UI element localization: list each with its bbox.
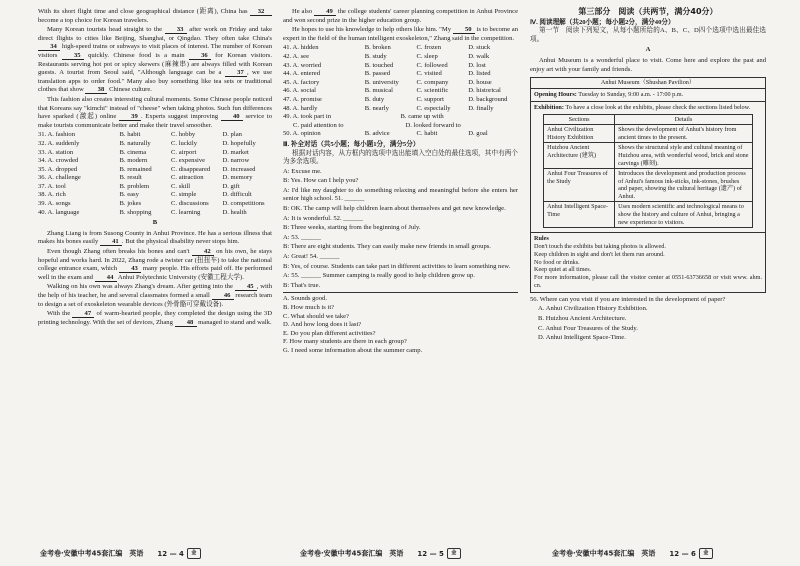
cloze-options-41-50 <box>283 44 518 139</box>
option-row-47: 47. A. promise B. duty C. support D. background <box>283 95 508 103</box>
table-row <box>544 202 753 228</box>
brand-logo-icon: 金 <box>447 548 461 559</box>
rules-title: Rules <box>534 235 549 243</box>
passage-b-para-6: He hopes to use his knowledge to help others like him. "My 50 is to become an expert in the field of the human intelligent exoskeleton," Zhang said in the competition. <box>283 26 518 42</box>
option-row-43: 43. A. worried B. touched C. followed D. lost <box>283 61 486 69</box>
option-row-32: 32. A. suddenly B. naturally C. luckily D. hopefully <box>38 139 256 147</box>
dialogue-line: B: Yes, of course. Students can take part in different activities to learn something new. <box>283 262 511 270</box>
choice-item: D. And how long does it last? <box>283 321 362 329</box>
blank-34: 34 <box>38 43 60 51</box>
page-number: 12 — 6 <box>669 549 696 558</box>
section-iv-heading: Ⅳ. 阅读理解（共20小题；每小题2分，满分40分） <box>530 18 675 26</box>
section-cell: Huizhou Ancient Architecture (建筑) <box>544 143 615 169</box>
dialogue-line: A: Excuse me. <box>283 167 322 175</box>
q56-option-d: D. Anhui Intelligent Space-Time. <box>538 334 626 342</box>
blank-37: 37 <box>225 69 247 77</box>
choice-item: G. I need some information about the summer camp. <box>283 346 423 354</box>
dialogue-line: A: It is wonderful. 52. ______ <box>283 214 364 222</box>
option-row-48: 48. A. hardly B. nearly C. especially D. finally <box>283 104 494 112</box>
passage-a-heading: A <box>645 46 651 54</box>
table-header: Details <box>615 114 753 125</box>
blank-50: 50 <box>453 26 475 34</box>
detail-cell: Uses modern scientific and technological means to show the history and culture of Anhui, bringing a new experience to visitors. <box>615 202 753 228</box>
museum-name: Anhui Museum（Shushan Pavilion） <box>531 78 765 89</box>
passage-a-para-1: With its short flight time and close geographical distance (距离), China has 32 become a top choice for Korean travelers. <box>38 8 272 25</box>
section-cell: Anhui Four Treasures of the Study <box>544 169 615 202</box>
rule-item: Keep children in sight and don't let them run around. <box>534 250 665 258</box>
choice-item: B. How much is it? <box>283 304 335 311</box>
footer-page-5: 金考卷·安徽中考45套汇编 英语 12 — 5 金 <box>300 548 461 559</box>
blank-43: 43 <box>119 265 141 273</box>
section-iv-instructions: 第一节 阅读下列短文，从每小题所给的A、B、C、D四个选项中选出最佳选项。 <box>530 27 766 43</box>
dialogue-line: A: 53. ______ <box>283 233 321 241</box>
blank-38: 38 <box>85 86 107 94</box>
passage-b-para-1: Zhang Liang is from Susong County in Anhui Province. He has a serious illness that makes his bones easily 41 . But the physical disability never stops him. <box>38 229 272 246</box>
option-row-41: 41. A. hidden B. broken C. frozen D. stuck <box>283 44 491 52</box>
blank-40: 40 <box>221 113 243 121</box>
part-three-title: 第三部分 阅读（共两节，满分40分） <box>578 7 718 16</box>
section-cell: Anhui Intelligent Space-Time <box>544 202 615 228</box>
blank-49: 49 <box>314 8 336 16</box>
table-row <box>544 125 753 143</box>
option-row-49b: C. paid attention to D. looked forward to <box>293 121 461 129</box>
page-number: 12 — 5 <box>417 549 444 558</box>
option-row-38: 38. A. rich B. easy C. simple D. difficult <box>38 191 252 199</box>
blank-42: 42 <box>192 248 214 256</box>
blank-45: 45 <box>235 283 257 291</box>
section-iii-instructions: 根据对话内容，从方框内的选项中选出能填入空白处的最佳选项，其中有两个为多余选项。 <box>283 149 518 166</box>
museum-intro: Anhui Museum is a wonderful place to visit. Come here and explore the past and enjoy art with your family and friends. <box>530 56 766 73</box>
dialogue-line: B: That's true. <box>283 281 321 289</box>
dialogue-line: B: There are eight students. They can easily make new friends in small groups. <box>283 243 491 251</box>
blank-36: 36 <box>189 52 211 60</box>
blank-39: 39 <box>119 113 141 121</box>
option-row-40: 40. A. language B. shopping C. learning D. health <box>38 208 247 216</box>
exhibition-table <box>543 114 753 229</box>
museum-info-box <box>530 77 766 293</box>
blank-32: 32 <box>250 8 272 16</box>
passage-a-para-3: This fashion also creates interesting cultural moments. Some Chinese people noticed that Koreans say "kimchi" instead of "cheese" when taking photos. Such fun differences have sparked (激起) online 39 . Experts suggest improving 40 service to make tourists communicate better and make their travel smoother. <box>38 95 272 129</box>
table-header: Sections <box>544 114 615 125</box>
rule-item: For more information, please call the visitor center at 0551-63736658 or visit www. ahm. cn. <box>534 274 762 290</box>
dialogue <box>283 168 518 291</box>
blank-35: 35 <box>62 52 84 60</box>
page-column-6 <box>530 8 766 344</box>
option-row-37: 37. A. tool B. problem C. skill D. gift <box>38 182 240 190</box>
blank-33: 33 <box>165 26 187 34</box>
blank-46: 46 <box>212 292 234 300</box>
passage-a-para-2: Many Korean tourists head straight to the 33 after work on Friday and take direct flights to cities like Beijing, Shanghai, or Qingdao. They often take China's 34 high-speed trains or subways to visit places of interest. The number of Korean visitors 35 quickly. Chinese food is a main 36 for Korean visitors. Restaurants serving hot pot or spicy skewers (麻辣串) are always filled with Korean guests. A tourist from Seoul said, "Although language can be a 37 , we use translation apps to order food." Many also buy something like tea sets or traditional clothes that show 38 Chinese culture. <box>38 26 272 94</box>
museum-rules <box>531 232 765 292</box>
q56-option-c: C. Anhui Four Treasures of the Study. <box>538 324 638 332</box>
detail-cell: Introduces the development and production process of Anhui's famous ink-sticks, ink-stones, brushes and paper, showing the cultural heritage (遗产) of Anhui. <box>615 169 753 202</box>
footer-page-6: 金考卷·安徽中考45套汇编 英语 12 — 6 金 <box>552 548 713 559</box>
section-b-heading: B <box>152 219 158 227</box>
option-row-46: 46. A. social B. musical C. scientific D. historical <box>283 87 501 95</box>
page-column-5 <box>283 8 518 356</box>
option-row-34: 34. A. crowded B. modern C. expensive D. narrow <box>38 157 250 165</box>
choice-item: A. Sounds good. <box>283 295 327 303</box>
q56-option-b: B. Huizhou Ancient Architecture. <box>538 315 627 323</box>
cloze-options-31-40 <box>38 131 272 217</box>
page-column-4 <box>38 8 272 328</box>
rule-item: No food or drinks. <box>534 258 580 266</box>
passage-b-para-4: With the 47 of warm-hearted people, they completed the design using the 3D printing technology. With the set of devices, Zhang 48 managed to stand and walk. <box>38 310 272 326</box>
opening-hours: Opening Hours: Tuesday to Sunday, 9:00 a.m. - 17:00 p.m. <box>531 89 765 102</box>
option-row-49: 49. A. took part in B. came up with <box>283 113 444 121</box>
option-row-35: 35. A. dropped B. remained C. disappeared D. increased <box>38 165 256 173</box>
option-row-33: 33. A. station B. cinema C. airport D. market <box>38 148 249 156</box>
rule-item: Keep quiet at all times. <box>534 266 592 274</box>
section-cell: Anhui Civilization History Exhibition <box>544 125 615 143</box>
question-56: 56. Where can you visit if you are interested in the development of paper? <box>530 295 726 303</box>
option-row-44: 44. A. entered B. passed C. visited D. listed <box>283 70 491 78</box>
option-row-42: 42. A. see B. study C. sleep D. walk <box>283 52 490 60</box>
option-row-31: 31. A. fashion B. habit C. hobby D. plan <box>38 131 242 139</box>
choice-item: E. Do you plan different activities? <box>283 329 376 337</box>
table-row <box>544 143 753 169</box>
table-row <box>544 169 753 202</box>
page-number: 12 — 4 <box>157 549 184 558</box>
dialogue-line: B: Yes. How can I help you? <box>283 177 359 185</box>
blank-47: 47 <box>72 310 94 318</box>
option-row-45: 45. A. factory B. university C. company D. house <box>283 78 492 86</box>
passage-b-para-2: Even though Zhang often breaks his bones and can't 42 on his own, he stays hopeful and works hard. In 2022, Zhang rode a twister car (扭扭车) to take the national college entrance exam, which 43 many people. His efforts paid off. He performed well in the exam and 44 Anhui Polytechnic University (安徽工程大学). <box>38 248 272 281</box>
dialogue-line: B: OK. The camp will help children learn about themselves and get new knowledge. <box>283 205 506 213</box>
option-row-36: 36. A. challenge B. result C. attraction D. memory <box>38 174 253 182</box>
dialogue-line: A: I'd like my daughter to do something relaxing and meaningful before she enters her senior high school. 51. ______ <box>283 186 518 203</box>
choice-item: C. What should we take? <box>283 312 349 320</box>
blank-44: 44 <box>95 274 117 282</box>
choice-item: F. How many students are there in each group? <box>283 338 407 346</box>
section-iii-heading: Ⅲ. 补全对话（共5小题；每小题1分，满分5分） <box>283 140 420 148</box>
option-row-50: 50. A. opinion B. advice C. habit D. goal <box>283 130 488 138</box>
dialogue-line: A: 55. ______ Summer camping is really good to help children grow up. <box>283 272 475 280</box>
exhibition-info: Exhibition: To have a close look at the exhibits, please check the sections listed below. Sections Details Anhui Civilization History Exhibition Shows the development of Anhui's history from ancient times to the present. Huizhou Ancient Architecture (建筑) Shows the structural style and cultural meaning of Huizhou area, with wonderful wood, brick and stone carvings (雕刻). Anhui Four Treasures of the Study Introduces the development and production process of Anhui's famous ink-sticks, ink-stones, brushes and paper, showing the cultural heritage (遗产) of Anhui. Anhui Intelligent Space-Time Uses modern scientific and technological means to show the history and culture of Anhui, bringing a new experience to visitors. <box>531 102 765 233</box>
footer-page-4: 金考卷·安徽中考45套汇编 英语 12 — 4 金 <box>40 548 201 559</box>
detail-cell: Shows the structural style and cultural meaning of Huizhou area, with wonderful wood, brick and stone carvings (雕刻). <box>615 143 753 169</box>
option-row-39: 39. A. songs B. jokes C. discussions D. competitions <box>38 200 265 208</box>
dialogue-choices <box>283 292 518 355</box>
passage-b-para-3: Walking on his own was always Zhang's dream. After getting into the 45 , with the help of his teacher, he and several classmates formed a small 46 research team to design a set of exoskeleton wearable devices (外骨骼可穿戴设备). <box>38 283 273 308</box>
brand-logo-icon: 金 <box>187 548 201 559</box>
detail-cell: Shows the development of Anhui's history from ancient times to the present. <box>615 125 753 143</box>
blank-41: 41 <box>100 238 122 246</box>
dialogue-line: B: Three weeks, starting from the beginning of July. <box>283 224 421 232</box>
passage-b-para-5: He also 49 the college students' career planning competition in Anhui Province and won second prize in the higher education group. <box>283 8 518 24</box>
q56-option-a: A. Anhui Civilization History Exhibition. <box>538 305 648 313</box>
brand-logo-icon: 金 <box>699 548 713 559</box>
rule-item: Don't touch the exhibits but taking photos is allowed. <box>534 243 666 251</box>
dialogue-line: A: Great! 54. ______ <box>283 253 340 261</box>
blank-48: 48 <box>175 319 197 327</box>
